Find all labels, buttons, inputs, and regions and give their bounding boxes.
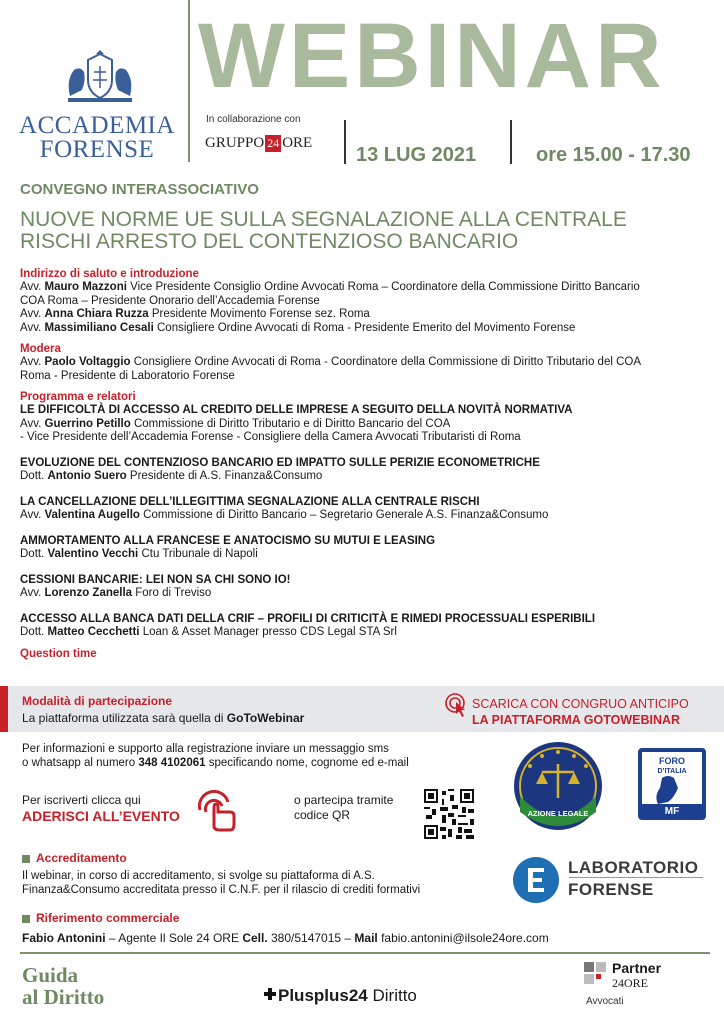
gotowebinar-name: GoToWebinar — [226, 711, 305, 725]
cell-number[interactable]: 380/5147015 – — [267, 931, 355, 945]
saluto-lines — [20, 281, 710, 335]
accreditamento-text — [22, 869, 482, 897]
accademia-forense-logo — [18, 10, 176, 163]
person-line — [20, 431, 710, 445]
laboratorio-forense-icon — [512, 856, 560, 904]
participation-text-pre: La piattaforma utilizzata sarà quella di — [22, 711, 227, 725]
laboratorio-line2: FORENSE — [568, 880, 654, 899]
title-prefix: Dott. — [20, 470, 48, 482]
webinar-heading: WEBINAR — [198, 5, 666, 107]
tap-icon[interactable] — [444, 692, 470, 718]
qr-line2: codice QR — [294, 808, 351, 822]
support-info — [22, 742, 502, 770]
plusplus-bold: Plusplus24 — [278, 986, 368, 1005]
person-line — [20, 281, 710, 295]
gruppo-24-box: 24 — [267, 136, 280, 150]
talk-item — [20, 574, 710, 601]
logo-line1: ACCADEMIA — [19, 112, 175, 139]
mf-text: MF — [664, 806, 680, 817]
person-name: Valentina Augello — [44, 509, 140, 521]
divider — [344, 120, 346, 164]
plusplus24-logo — [278, 986, 417, 1006]
person-name: Guerrino Petillo — [44, 417, 131, 430]
gruppo-text: GRUPPO — [205, 135, 265, 151]
person-name: Massimiliano Cesali — [44, 321, 154, 334]
person-role: Presidente di A.S. Finanza&Consumo — [126, 470, 323, 482]
azione-legale-logo — [512, 740, 604, 832]
foro-italia-logo — [638, 748, 706, 820]
download-text-1[interactable]: SCARICA CON CONGRUO ANTICIPO — [472, 697, 689, 711]
person-role: Ctu Tribunale di Napoli — [138, 548, 258, 560]
person-line — [20, 308, 710, 322]
person-line — [20, 295, 710, 309]
accreditamento-label — [22, 851, 127, 865]
info-line1: Per informazioni e supporto alla registrazione inviare un messaggio sms — [22, 743, 389, 755]
title-prefix: Avv. — [20, 417, 45, 430]
person-role: Consigliere Ordine Avvocati di Roma - Presidente Emerito del Movimento Forense — [153, 321, 576, 334]
person-role: Commissione di Diritto Tributario e di Diritto Bancario del COA — [130, 417, 451, 430]
subtitle: CONVEGNO INTERASSOCIATIVO — [20, 181, 259, 198]
person-name: Antonio Suero — [47, 470, 127, 482]
partner-24ore-text: 24ORE — [612, 976, 648, 990]
gruppo24ore-logo — [205, 135, 312, 152]
title-prefix: Avv. — [20, 509, 45, 521]
contact-name: Fabio Antonini — [22, 931, 106, 945]
person-name: Matteo Cecchetti — [47, 626, 140, 638]
contact-role: – Agente Il Sole 24 ORE — [105, 931, 243, 945]
foro-text: FORO — [659, 756, 685, 766]
person-role: Vice Presidente Consiglio Ordine Avvocati Roma – Coordinatore della Commissione Diritto Bancario — [126, 281, 640, 293]
person-role: Roma - Presidente di Laboratorio Forense — [20, 369, 235, 382]
acc-line1: Il webinar, in corso di accreditamento, si svolge su piattaforma di A.S. — [22, 870, 375, 882]
footer-divider — [20, 952, 710, 954]
title-line2: RISCHI ARRESTO DEL CONTENZIOSO BANCARIO — [20, 230, 519, 253]
person-role: Presidente Movimento Forense sez. Roma — [148, 308, 370, 320]
collab-text: In collaborazione con — [206, 114, 301, 125]
saluto-label: Indirizzo di saluto e introduzione — [20, 268, 199, 280]
person-line — [20, 548, 710, 562]
mail-label: Mail — [354, 931, 378, 945]
main-title — [20, 209, 720, 253]
person-line — [20, 370, 710, 384]
participation-text — [22, 711, 304, 725]
title-prefix: Avv. — [20, 281, 45, 293]
guida-line1: Guida — [22, 963, 79, 987]
title-prefix: Avv. — [20, 308, 45, 320]
person-line — [20, 418, 710, 432]
logo-name — [18, 114, 176, 162]
talk-item — [20, 535, 710, 562]
modera-label: Modera — [20, 343, 61, 355]
talks-list — [20, 404, 710, 640]
register-text: Per iscriverti clicca qui — [22, 793, 141, 807]
talk-item — [20, 496, 710, 523]
riferimento-label-text: Riferimento commerciale — [36, 911, 180, 925]
contact-line — [22, 931, 549, 945]
bullet-square — [22, 915, 30, 923]
person-name: Valentino Vecchi — [47, 548, 139, 560]
info-line2 — [22, 756, 502, 770]
person-role: - Vice Presidente dell’Accademia Forense - Consigliere della Camera Avvocati Tributaristi di Roma — [20, 431, 521, 443]
talk-item — [20, 457, 710, 484]
person-line — [20, 509, 710, 523]
program-block — [20, 268, 710, 661]
plusplus-rest: Diritto — [367, 986, 417, 1005]
qr-line1: o partecipa tramite — [294, 793, 394, 807]
event-date: 13 LUG 2021 — [356, 144, 477, 166]
azione-legale-text: AZIONE LEGALE — [527, 809, 589, 818]
info-line2-pre: o whatsapp al numero — [22, 757, 139, 769]
accreditamento-label-text: Accreditamento — [36, 851, 127, 865]
person-name: Lorenzo Zanella — [44, 587, 133, 599]
talk-title: ACCESSO ALLA BANCA DATI DELLA CRIF – PROFILI DI CRITICITÀ E RIMEDI PROCESSUALI ESPERIBILI — [20, 612, 596, 625]
person-name: Paolo Voltaggio — [44, 356, 131, 368]
laboratorio-line1: LABORATORIO — [568, 858, 699, 877]
riferimento-label — [22, 911, 179, 925]
title-prefix: Dott. — [20, 626, 48, 638]
phone-number[interactable]: 348 4102061 — [138, 757, 206, 769]
guida-line2: al Diritto — [22, 985, 105, 1009]
register-link[interactable]: ADERISCI ALL’EVENTO — [22, 808, 180, 824]
title-prefix: Avv. — [20, 321, 45, 334]
title-line1: NUOVE NORME UE SULLA SEGNALAZIONE ALLA CENTRALE — [20, 208, 627, 231]
talk-title: EVOLUZIONE DEL CONTENZIOSO BANCARIO ED IMPATTO SULLE PERIZIE ECONOMETRICHE — [20, 456, 540, 469]
person-line — [20, 322, 710, 336]
talk-item — [20, 404, 710, 445]
person-role: COA Roma – Presidente Onorario dell’Accademia Forense — [20, 294, 320, 307]
participation-label: Modalità di partecipazione — [22, 694, 173, 708]
question-time-label: Question time — [20, 647, 97, 660]
band-accent — [0, 686, 8, 732]
partner-p-icon — [584, 962, 608, 990]
title-prefix: Dott. — [20, 548, 48, 560]
header-divider — [188, 0, 190, 162]
cell-label: Cell. — [242, 931, 268, 945]
person-name: Anna Chiara Ruzza — [44, 308, 149, 320]
talk-title: CESSIONI BANCARIE: LEI NON SA CHI SONO IO! — [20, 573, 291, 586]
partner-text: Partner — [612, 960, 662, 976]
gruppo-ore-text: ORE — [282, 135, 313, 151]
bullet-square — [22, 855, 30, 863]
person-line — [20, 470, 710, 484]
mail-address[interactable]: fabio.antonini@ilsole24ore.com — [377, 931, 549, 945]
guida-al-diritto-logo — [22, 964, 104, 1008]
programma-label: Programma e relatori — [20, 391, 136, 403]
download-text-2[interactable]: LA PIATTAFORMA GOTOWEBINAR — [472, 713, 681, 727]
person-role: Commissione di Diritto Bancario – Segretario Generale A.S. Finanza&Consumo — [139, 509, 549, 521]
info-line2-post: specificando nome, cognome ed e-mail — [205, 757, 409, 769]
talk-title: AMMORTAMENTO ALLA FRANCESE E ANATOCISMO SU MUTUI E LEASING — [20, 534, 436, 547]
person-role: Loan & Asset Manager presso CDS Legal STA Srl — [139, 626, 397, 638]
person-line — [20, 626, 710, 640]
qr-code[interactable] — [424, 789, 474, 839]
talk-title: LA CANCELLAZIONE DELL’ILLEGITTIMA SEGNALAZIONE ALLA CENTRALE RISCHI — [20, 495, 480, 508]
talk-item — [20, 613, 710, 640]
talk-title: LE DIFFICOLTÀ DI ACCESSO AL CREDITO DELLE IMPRESE A SEGUITO DELLA NOVITÀ NORMATIVA — [20, 404, 573, 416]
person-name: Mauro Mazzoni — [44, 281, 127, 293]
event-time: ore 15.00 - 17.30 — [536, 144, 691, 166]
person-line — [20, 356, 710, 370]
person-role: Foro di Treviso — [132, 587, 212, 599]
click-icon[interactable] — [194, 790, 238, 832]
title-prefix: Avv. — [20, 356, 45, 368]
qr-text — [294, 793, 393, 823]
person-line — [20, 587, 710, 601]
avvocati-text: Avvocati — [586, 996, 624, 1007]
logo-line2: FORENSE — [39, 136, 155, 163]
title-prefix: Avv. — [20, 587, 45, 599]
divider — [510, 120, 512, 164]
italia-text: D’ITALIA — [657, 768, 687, 775]
divider — [569, 877, 703, 878]
person-role: Consigliere Ordine Avvocati di Roma - Coordinatore della Commissione di Diritto Tributario del COA — [130, 356, 642, 368]
crest-icon — [60, 50, 140, 106]
plusplus-icon — [264, 988, 276, 1000]
acc-line2: Finanza&Consumo accreditata presso il C.N.F. per il rilascio di crediti formativi — [22, 884, 421, 896]
modera-lines — [20, 356, 710, 383]
